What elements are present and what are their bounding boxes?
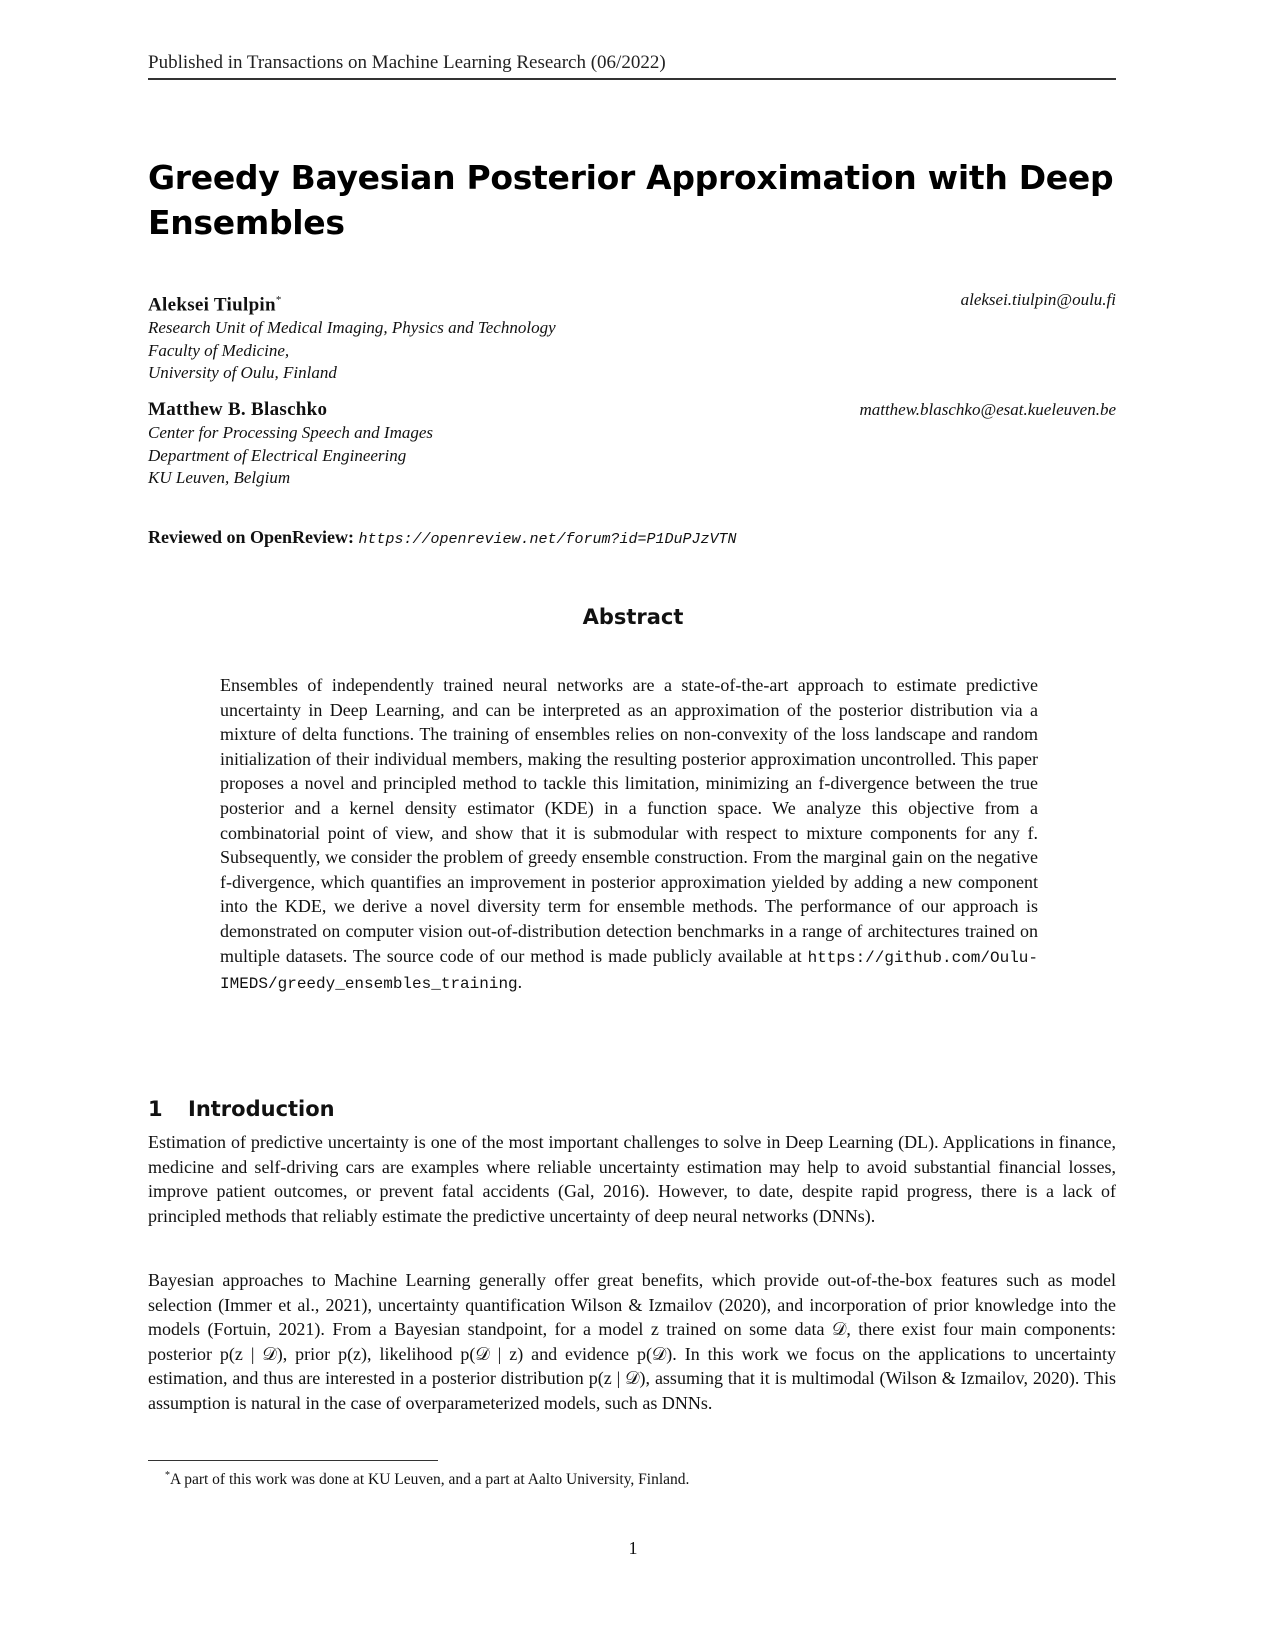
affiliation-line: Center for Processing Speech and Images — [148, 423, 434, 442]
footnote — [165, 1470, 689, 1489]
footnote-mark: * — [165, 1470, 170, 1481]
abstract-text: Ensembles of independently trained neural networks are a state-of-the-art approach to estimate predictive uncertainty in Deep Learning, and can be interpreted as an approximation of the posterior distribution via a mixture of delta functions. The training of ensembles relies on non-convexity of the loss landscape and random initialization of their individual members, making the resulting posterior approximation uncontrolled. This paper proposes a novel and principled method to tackle this limitation, minimizing an f-divergence between the true posterior and a kernel density estimator (KDE) in a function space. We analyze this objective from a combinatorial point of view, and show that it is submodular with respect to mixture components for any f. Subsequently, we consider the problem of greedy ensemble construction. From the marginal gain on the negative f-divergence, which quantifies an improvement in posterior approximation yielded by adding a new component into the KDE, we derive a novel diversity term for ensemble methods. The performance of our approach is demonstrated on computer vision out-of-distribution detection benchmarks in a range of architectures trained on multiple datasets. The source code of our method is made publicly available at — [220, 675, 1038, 966]
code-link[interactable]: https://github.com/Oulu-IMEDS/greedy_ensembles_training — [220, 948, 1038, 994]
abstract-heading: Abstract — [582, 605, 684, 629]
page-number: 1 — [628, 1538, 638, 1558]
review-label: Reviewed on OpenReview: — [148, 527, 354, 547]
footnote-text: A part of this work was done at KU Leuven, and a part at Aalto University, Finland. — [170, 1471, 690, 1489]
affiliation-line: University of Oulu, Finland — [148, 363, 337, 383]
footnote-mark: * — [275, 294, 282, 306]
author-name: Matthew B. Blaschko — [148, 399, 328, 420]
section-title: Introduction — [188, 1097, 335, 1121]
paragraph: Bayesian approaches to Machine Learning generally offer great benefits, which provide out-of-the-box features such as model selection (Immer et al., 2021), uncertainty quantification Wilson & Izmailov (2020), and incorporation of prior knowledge into the models (Fortuin, 2021). From a Bayesian standpoint, for a model z trained on some data 𝒟, there exist four main components: posterior p(z | 𝒟), prior p(z), likelihood p(𝒟 | z) and evidence p(𝒟). In this work we focus on the applications to uncertainty estimation, and thus are interested in a posterior distribution p(z | 𝒟), assuming that it is multimodal (Wilson & Izmailov, 2020). This assumption is natural in the case of overparameterized models, such as DNNs. — [148, 1270, 1116, 1413]
openreview-link[interactable]: https://openreview.net/forum?id=P1DuPJzVTN — [358, 531, 737, 548]
author-name: Aleksei Tiulpin* — [148, 294, 282, 316]
affiliation-line: Faculty of Medicine, — [148, 340, 290, 360]
affiliation-line: KU Leuven, Belgium — [148, 468, 291, 487]
author-email[interactable]: aleksei.tiulpin@oulu.fi — [960, 290, 1116, 309]
author-block-1 — [148, 288, 1116, 385]
abstract-body: Ensembles of independently trained neural networks are a state-of-the-art approach to estimate predictive uncertainty in Deep Learning, and can be interpreted as an approximation of the posterior distribution via a mixture of delta functions. The training of ensembles relies on non-convexity of the loss landscape and random initialization of their individual members, making the resulting posterior approximation uncontrolled. This paper proposes a novel and principled method to tackle this limitation, minimizing an f-divergence between the true posterior and a kernel density estimator (KDE) in a function space. We analyze this objective from a combinatorial point of view, and show that it is submodular with respect to mixture components for any f. Subsequently, we consider the problem of greedy ensemble construction. From the marginal gain on the negative f-divergence, which quantifies an improvement in posterior approximation yielded by adding a new component into the KDE, we derive a novel diversity term for ensemble methods. The performance of our approach is demonstrated on computer vision out-of-distribution detection benchmarks in a range of architectures trained on multiple datasets. The source code of our method is made publicly available at https://github.com/Oulu-IMEDS/greedy_ensembles_training. — [220, 675, 1038, 994]
footnote-rule — [148, 1460, 438, 1461]
author-block-2 — [148, 398, 1116, 490]
header-rule — [148, 78, 1116, 80]
author-email[interactable]: matthew.blaschko@esat.kueleuven.be — [859, 400, 1116, 419]
running-head: Published in Transactions on Machine Learning Research (06/2022) — [148, 52, 666, 73]
affiliation-line: Research Unit of Medical Imaging, Physics and Technology — [148, 318, 556, 338]
paragraph: Estimation of predictive uncertainty is one of the most important challenges to solve in Deep Learning (DL). Applications in finance, medicine and self-driving cars are examples where reliable uncertainty estimation may help to avoid substantial financial losses, improve patient outcomes, or prevent fatal accidents (Gal, 2016). However, to date, despite rapid progress, there is a lack of principled methods that reliably estimate the predictive uncertainty of deep neural networks (DNNs). — [148, 1132, 1116, 1226]
section-number: 1 — [148, 1097, 163, 1121]
paper-title: Greedy Bayesian Posterior Approximation with Deep Ensembles — [148, 158, 1114, 242]
section-heading — [148, 1097, 335, 1121]
affiliation-line: Department of Electrical Engineering — [148, 445, 407, 465]
review-line — [148, 527, 737, 548]
